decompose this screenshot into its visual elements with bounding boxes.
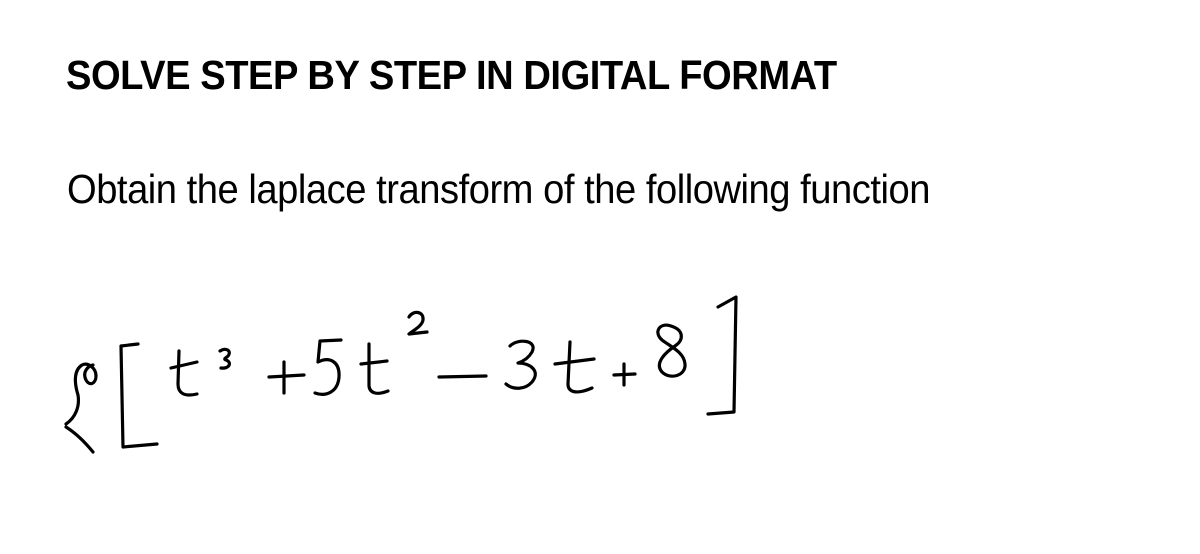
instruction-text: Obtain the laplace transform of the following function: [67, 166, 930, 212]
laplace-symbol: [66, 364, 96, 452]
page-heading: SOLVE STEP BY STEP IN DIGITAL FORMAT: [66, 52, 837, 98]
term-t: [555, 342, 594, 392]
open-bracket: [121, 344, 157, 447]
close-bracket: [708, 297, 736, 414]
digit-8: [658, 325, 685, 376]
digit-3: [506, 341, 535, 388]
term-t-cubed: [171, 349, 229, 395]
digit-5: [315, 340, 341, 394]
minus-sign: [439, 376, 486, 377]
plus-sign-1: [269, 362, 304, 393]
term-t-squared: [361, 312, 427, 393]
plus-sign-2: [614, 364, 635, 385]
